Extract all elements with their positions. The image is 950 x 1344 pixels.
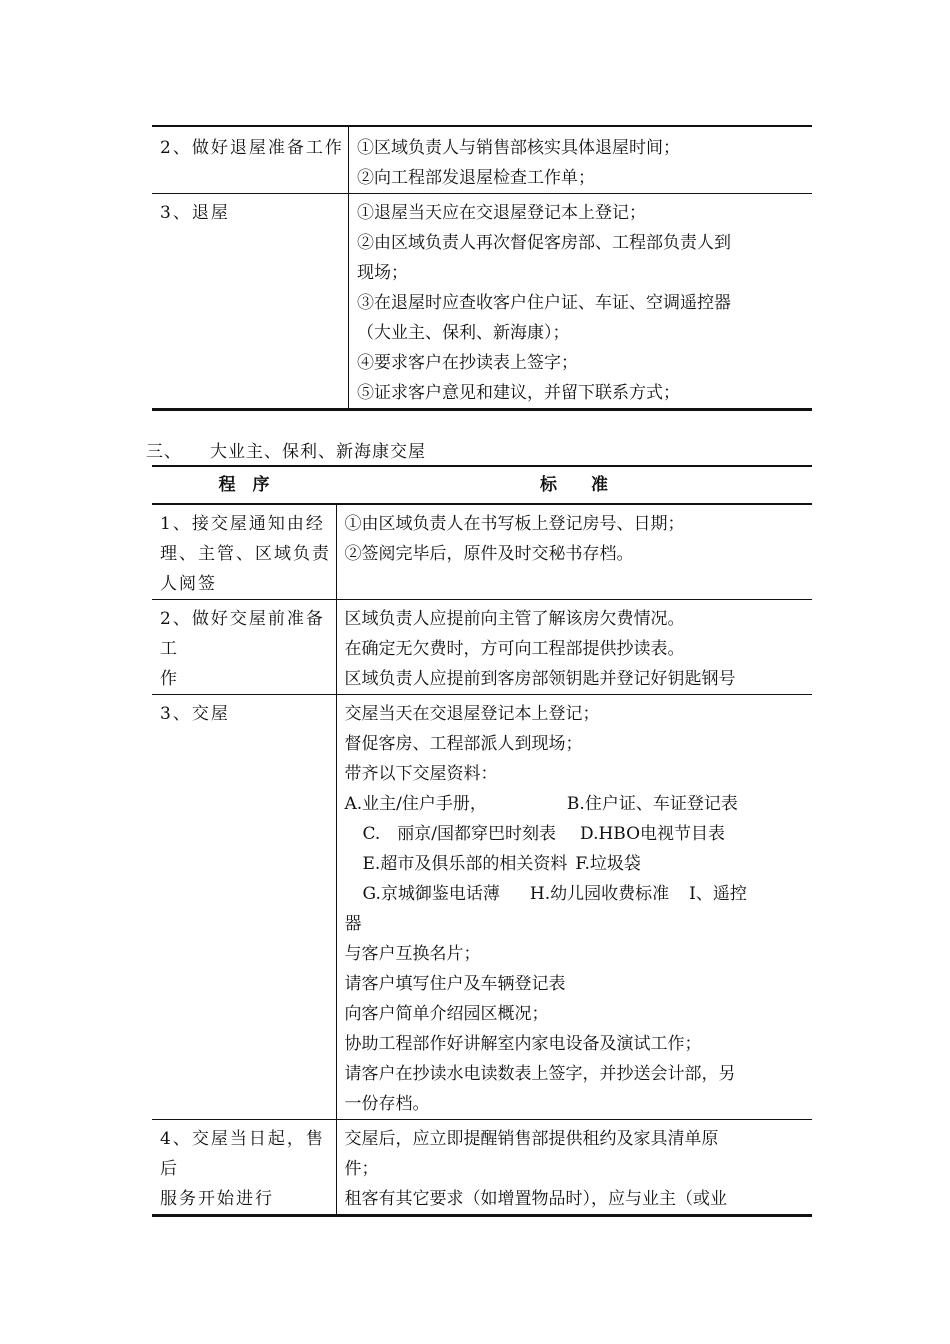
standard-line: ②向工程部发退屋检查工作单；	[357, 168, 595, 188]
standard-line: 交屋当天在交退屋登记本上登记；	[344, 704, 600, 724]
material-item: B.住户证、车证登记表	[566, 794, 738, 814]
materials-line	[345, 819, 805, 849]
standard-line: 租客有其它要求（如增置物品时），应与业主（或业	[344, 1189, 727, 1209]
standard-cell	[336, 1120, 812, 1216]
materials-line	[345, 879, 805, 909]
standard-line: 督促客房、工程部派人到现场；	[344, 734, 583, 754]
standard-line: ①由区域负责人在书写板上登记房号、日期；	[344, 514, 685, 534]
table-row	[152, 600, 812, 695]
standard-line: 带齐以下交屋资料：	[344, 764, 498, 784]
procedure-text: 4、交屋当日起，售后	[160, 1129, 325, 1179]
material-item: F.垃圾袋	[575, 854, 641, 874]
material-item: D.HBO电视节目表	[580, 824, 726, 844]
table-row	[152, 504, 812, 600]
standard-line: 协助工程部作好讲解室内家电设备及演试工作；	[344, 1034, 702, 1054]
materials-line: 器	[344, 914, 362, 934]
header-standard: 标 准	[540, 475, 608, 495]
standard-line: 请客户在抄读水电读数表上签字，并抄送会计部，另	[344, 1064, 736, 1084]
procedure-text: 服务开始进行	[160, 1189, 274, 1209]
standard-line: 交屋后，应立即提醒销售部提供租约及家具清单原	[344, 1129, 719, 1149]
standard-cell	[336, 695, 812, 1120]
standard-cell	[349, 126, 813, 194]
material-item: E.超市及俱乐部的相关资料	[362, 854, 568, 874]
procedure-cell	[152, 695, 336, 1120]
material-item: C. 丽京/国都穿巴时刻表	[362, 824, 557, 844]
procedure-text: 1、接交屋通知由经	[160, 514, 325, 534]
standard-line: ③在退屋时应查收客户住户证、车证、空调遥控器	[357, 293, 731, 313]
table-header-row	[152, 466, 812, 504]
procedure-text: 2、做好退屋准备工作	[160, 138, 344, 158]
procedure-text: 2、做好交屋前准备工	[160, 609, 325, 659]
material-item: I、遥控	[689, 884, 747, 904]
material-item: H.幼儿园收费标准	[529, 884, 670, 904]
section-title: 大业主、保利、新海康交屋	[210, 442, 426, 462]
standard-line: ①退屋当天应在交退屋登记本上登记；	[357, 203, 646, 223]
procedure-cell	[152, 504, 336, 600]
standard-line: 在确定无欠费时，方可向工程部提供抄读表。	[344, 639, 685, 659]
table-row	[152, 695, 812, 1120]
table-row	[152, 1120, 812, 1216]
material-item: A.业主/住户手册，	[344, 794, 487, 814]
standard-line: ①区域负责人与销售部核实具体退屋时间；	[357, 138, 680, 158]
standard-cell	[336, 504, 812, 600]
materials-line	[345, 789, 805, 819]
procedure-text: 理、主管、区域负责	[160, 544, 331, 564]
procedure-cell	[152, 1120, 336, 1216]
checkout-table	[152, 125, 812, 411]
standard-cell	[349, 194, 813, 410]
standard-line: ②由区域负责人再次督促客房部、工程部负责人到	[357, 233, 731, 253]
standard-line: ⑤证求客户意见和建议，并留下联系方式；	[357, 383, 680, 403]
procedure-cell	[152, 194, 349, 410]
standard-line: （大业主、保利、新海康）；	[357, 323, 570, 343]
standard-cell	[336, 600, 812, 695]
procedure-text: 3、交屋	[160, 704, 230, 724]
procedure-text: 3、退屋	[160, 203, 230, 223]
standard-line: 与客户互换名片；	[344, 944, 481, 964]
procedure-cell	[152, 600, 336, 695]
standard-line: 区域负责人应提前向主管了解该房欠费情况。	[344, 609, 685, 629]
material-item: G.京城御鉴电话薄	[362, 884, 500, 904]
procedure-text: 人阅签	[160, 574, 217, 594]
section-number: 三、	[146, 442, 182, 462]
procedure-cell	[152, 126, 349, 194]
table-row	[152, 126, 812, 194]
section-heading	[146, 440, 426, 464]
handover-table	[152, 465, 812, 1217]
standard-line: 一份存档。	[344, 1094, 430, 1114]
header-procedure: 程 序	[218, 475, 270, 495]
materials-line	[345, 849, 805, 879]
standard-line: 现场；	[357, 263, 408, 283]
standard-line: ②签阅完毕后，原件及时交秘书存档。	[344, 544, 634, 564]
procedure-text: 作	[160, 669, 179, 689]
standard-line: ④要求客户在抄读表上签字；	[357, 353, 578, 373]
standard-line: 件；	[344, 1159, 379, 1179]
standard-line: 向客户简单介绍园区概况；	[344, 1004, 549, 1024]
standard-line: 请客户填写住户及车辆登记表	[344, 974, 566, 994]
standard-line: 区域负责人应提前到客房部领钥匙并登记好钥匙钢号	[344, 669, 736, 689]
table-row	[152, 194, 812, 410]
